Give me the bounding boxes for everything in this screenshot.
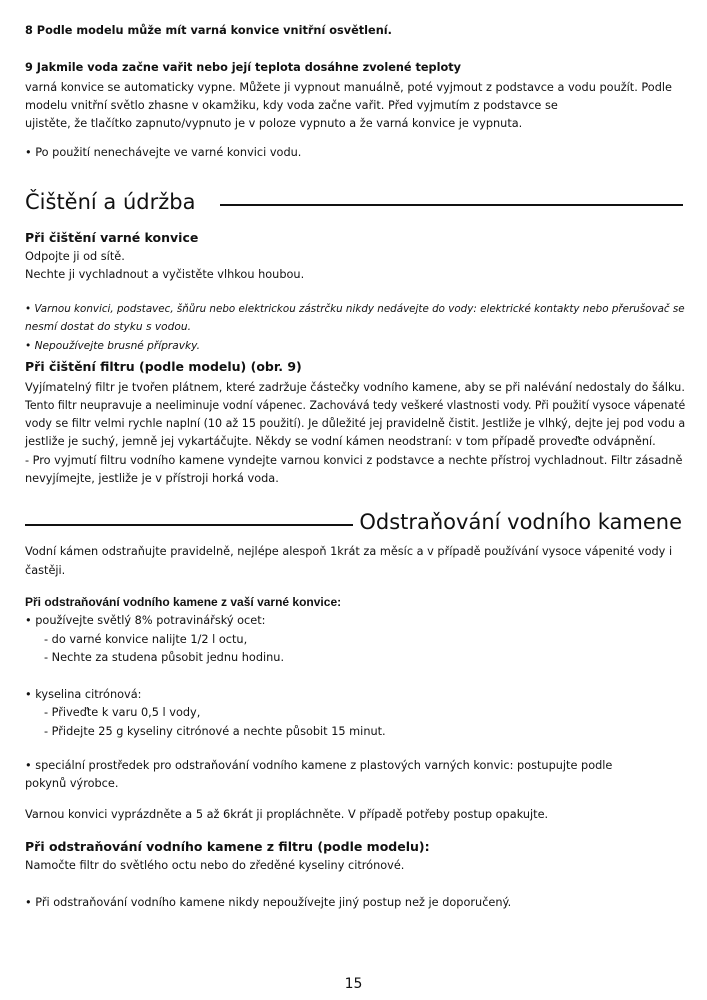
section-divider (25, 524, 353, 526)
descaling-intro-line: Vodní kámen odstraňujte pravidelně, nejlépe alespoň 1krát za měsíc a v případě používání vysoce vápenité vody i (25, 545, 673, 558)
warning-line: • Nepoužívejte brusné přípravky. (25, 340, 200, 352)
filter-cleaning-line: nevyjímejte, jestliže je v přístroji horká voda. (25, 472, 279, 485)
kettle-cleaning-heading: Při čištění varné konvice (25, 230, 199, 245)
kettle-cleaning-line: Nechte ji vychladnout a vyčistěte vlhkou houbou. (25, 268, 305, 281)
citric-line: • kyselina citrónová: (25, 688, 142, 701)
filter-descaling-heading: Při odstraňování vodního kamene z filtru (podle modelu): (25, 839, 430, 854)
intro-bullet: • Po použití nenechávejte ve varné konvici vodu. (25, 146, 302, 159)
vinegar-line: • používejte světlý 8% potravinářský ocet: (25, 614, 266, 627)
filter-cleaning-line: Tento filtr neupravuje a neeliminuje vodní vápenec. Zachovává tedy veškeré vlastnosti vody. Při použití vysoce vápenaté (25, 399, 686, 412)
vinegar-line: - do varné konvice nalijte 1/2 l octu, (44, 633, 248, 646)
item-9-line: ujistěte, že tlačítko zapnuto/vypnuto je v poloze vypnuto a že varná konvice je vypnuta. (25, 117, 523, 130)
item-8: 8 Podle modelu může mít varná konvice vnitřní osvětlení. (25, 24, 392, 37)
kettle-cleaning-line: Odpojte ji od sítě. (25, 250, 125, 263)
item-9-line: modelu vnitřní světlo zhasne v okamžiku, kdy voda začne vařit. Před vyjmutím z podstavce se (25, 99, 558, 112)
filter-cleaning-line: vody se filtr velmi rychle naplní (10 až 15 použití). Je důležité jej pravidelně čistit. Jestliže je vlhký, dejte jej pod vodu a (25, 417, 686, 430)
section-divider (220, 204, 683, 206)
special-agent-line: • speciální prostředek pro odstraňování vodního kamene z plastových varných konvic: postupujte podle (25, 759, 613, 772)
filter-cleaning-heading: Při čištění filtru (podle modelu) (obr. 9) (25, 359, 302, 374)
warning-line: • Varnou konvici, podstavec, šňůru nebo elektrickou zástrčku nikdy nedávejte do vody: elektrické kontakty nebo přerušovač se (25, 303, 685, 315)
final-bullet: • Při odstraňování vodního kamene nikdy nepoužívejte jiný postup než je doporučený. (25, 896, 512, 909)
citric-line: - Přiveďte k varu 0,5 l vody, (44, 706, 201, 719)
page-number: 15 (344, 976, 363, 992)
kettle-descaling-heading: Při odstraňování vodního kamene z vaší varné konvice: (25, 595, 342, 609)
cleaning-section-title: Čištění a údržba (25, 190, 196, 214)
filter-cleaning-line: Vyjímatelný filtr je tvořen plátnem, které zadržuje částečky vodního kamene, aby se při nalévání nedostaly do šálku. (25, 381, 685, 394)
special-agent-line: pokynů výrobce. (25, 777, 119, 790)
filter-cleaning-line: - Pro vyjmutí filtru vodního kamene vyndejte varnou konvici z podstavce a nechte přístroj vychladnout. Filtr zásadně (25, 454, 683, 467)
descaling-section-title: Odstraňování vodního kamene (359, 510, 682, 534)
descaling-intro-line: častěji. (25, 564, 66, 577)
filter-descaling-line: Namočte filtr do světlého octu nebo do zředěné kyseliny citrónové. (25, 859, 405, 872)
rinse-line: Varnou konvici vyprázdněte a 5 až 6krát ji propláchněte. V případě potřeby postup opakujte. (25, 808, 549, 821)
filter-cleaning-line: jestliže je suchý, jemně jej vykartáčujte. Někdy se vodní kámen neodstraní: v tom případě proveďte odvápnění. (25, 435, 656, 448)
citric-line: - Přidejte 25 g kyseliny citrónové a nechte působit 15 minut. (44, 725, 386, 738)
item-9-title: 9 Jakmile voda začne vařit nebo její teplota dosáhne zvolené teploty (25, 61, 462, 74)
warning-line: nesmí dostat do styku s vodou. (25, 321, 191, 333)
vinegar-line: - Nechte za studena působit jednu hodinu. (44, 651, 285, 664)
item-9-line: varná konvice se automaticky vypne. Můžete ji vypnout manuálně, poté vyjmout z podstavce a vodu použít. Podle (25, 81, 672, 94)
